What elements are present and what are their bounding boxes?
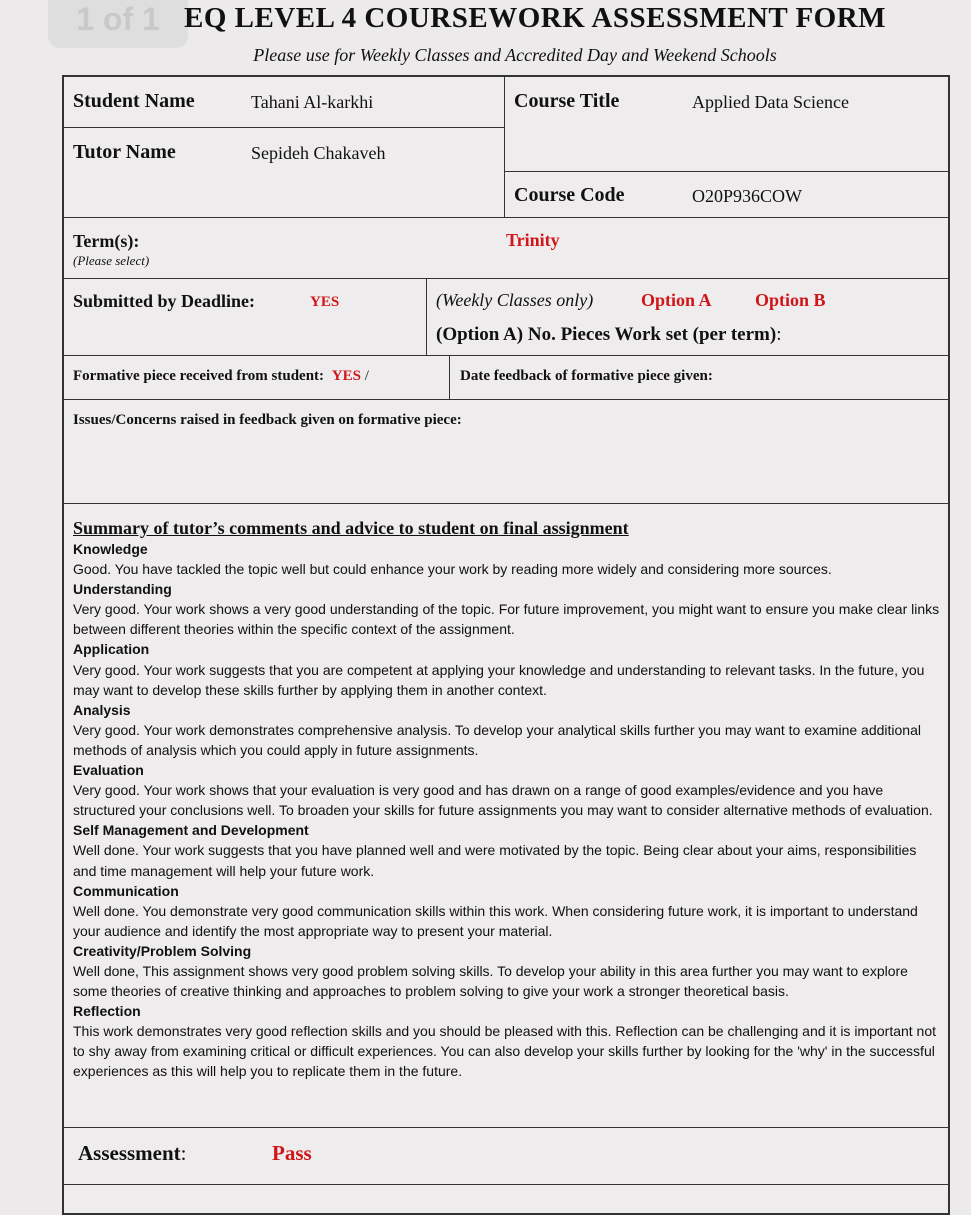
option-a: Option A — [641, 290, 712, 310]
term-label: Term(s): — [73, 231, 140, 251]
page-counter-badge: 1 of 1 — [48, 0, 188, 48]
section-heading: Knowledge — [73, 541, 148, 557]
divider — [64, 503, 950, 504]
section-heading: Application — [73, 641, 150, 658]
pieces-work-label — [436, 324, 781, 346]
assessment-label — [78, 1141, 187, 1166]
student-name-label: Student Name — [73, 90, 195, 112]
section-heading: Self Management and Development — [73, 822, 309, 839]
term-hint: (Please select) — [73, 253, 150, 268]
assessment-value: Pass — [272, 1141, 312, 1165]
course-title-value: Applied Data Science — [692, 92, 849, 112]
course-code-label: Course Code — [514, 184, 625, 206]
deadline-value: YES — [310, 294, 340, 310]
section-text: Very good. Your work shows a very good understanding of the topic. For future improvement, you might want to ensure you make clear links between different theories within the specific context of the assignment. — [73, 601, 940, 638]
section-heading: Creativity/Problem Solving — [73, 942, 252, 959]
section-heading: Communication — [73, 882, 179, 899]
section-heading: Evaluation — [73, 762, 144, 779]
option-b: Option B — [755, 290, 826, 310]
formative-date-label: Date feedback of formative piece given: — [460, 368, 713, 384]
tutor-name-value: Sepideh Chakaveh — [251, 143, 386, 163]
section-text: Well done, This assignment shows very good problem solving skills. To develop your ability in this area further you may want to explore some theories of creative thinking and approaches to problem solving to give your work a stronger theoretical basis. — [73, 962, 908, 1000]
form-title: EQ LEVEL 4 COURSEWORK ASSESSMENT FORM — [184, 2, 887, 34]
section-heading: Understanding — [73, 581, 172, 598]
divider — [449, 355, 450, 399]
form-subtitle: Please use for Weekly Classes and Accredited Day and Weekend Schools — [253, 45, 777, 65]
assessment-colon: : — [180, 1141, 187, 1165]
formative-label — [73, 368, 369, 385]
divider — [426, 278, 427, 355]
weekly-classes-note: (Weekly Classes only) — [436, 290, 594, 310]
student-name-value: Tahani Al-karkhi — [251, 92, 374, 112]
formative-value: YES — [331, 368, 361, 384]
section-text: Very good. Your work demonstrates comprehensive analysis. To develop your analytical skills further you may want to examine additional methods of analysis which you could apply in future assignments. — [73, 721, 921, 758]
divider — [64, 1127, 950, 1128]
summary-title: Summary of tutor’s comments and advice to student on final assignment — [73, 518, 629, 538]
divider — [504, 77, 505, 217]
pieces-work-text: (Option A) No. Pieces Work set (per term) — [436, 324, 777, 345]
section-text: Good. You have tackled the topic well but could enhance your work by reading more widely and considering more sources. — [73, 561, 832, 578]
issues-label: Issues/Concerns raised in feedback given on formative piece: — [73, 412, 462, 428]
term-value: Trinity — [506, 230, 560, 250]
divider — [64, 1184, 950, 1185]
section-heading: Analysis — [73, 701, 131, 718]
section-text: Very good. Your work shows that your evaluation is very good and has drawn on a range of good examples/evidence and you have structured your conclusions well. To broaden your skills for future assignments you may want to consider alternative methods of evaluation. — [73, 782, 933, 819]
course-title-label: Course Title — [514, 90, 620, 112]
divider — [64, 278, 950, 279]
divider — [504, 171, 950, 172]
assessment-label-text: Assessment — [78, 1141, 181, 1165]
divider — [64, 399, 950, 400]
section-text: Very good. Your work suggests that you are competent at applying your knowledge and understanding to relevant tasks. In the future, you may want to develop these skills further by applying them in another context. — [73, 661, 925, 698]
divider — [64, 127, 504, 128]
tutor-comments — [73, 517, 943, 1082]
divider — [64, 355, 950, 356]
section-text: Well done. Your work suggests that you have planned well and were motivated by the topic. Being clear about your aims, responsibilities and time management will help your future work. — [73, 842, 917, 879]
section-text: This work demonstrates very good reflection skills and you should be pleased with this. Reflection can be challenging and it is important not to shy away from examining critical or difficult experiences. You can also develop your skills further by looking for the 'why' in the successful experiences as this will help you to replicate them in the future. — [73, 1023, 937, 1080]
tutor-name-label: Tutor Name — [73, 141, 176, 163]
section-text: Well done. You demonstrate very good communication skills within this work. When considering future work, it is important to understand your audience and identify the most appropriate way to present your material. — [73, 902, 918, 939]
formative-label-text: Formative piece received from student: — [73, 368, 325, 384]
formative-separator: / — [364, 368, 369, 384]
course-code-value: O20P936COW — [692, 186, 803, 206]
pieces-work-colon: : — [776, 324, 782, 345]
deadline-label: Submitted by Deadline: — [73, 291, 256, 311]
divider — [64, 217, 950, 218]
assessment-form — [62, 75, 950, 1215]
section-heading: Reflection — [73, 1003, 141, 1020]
